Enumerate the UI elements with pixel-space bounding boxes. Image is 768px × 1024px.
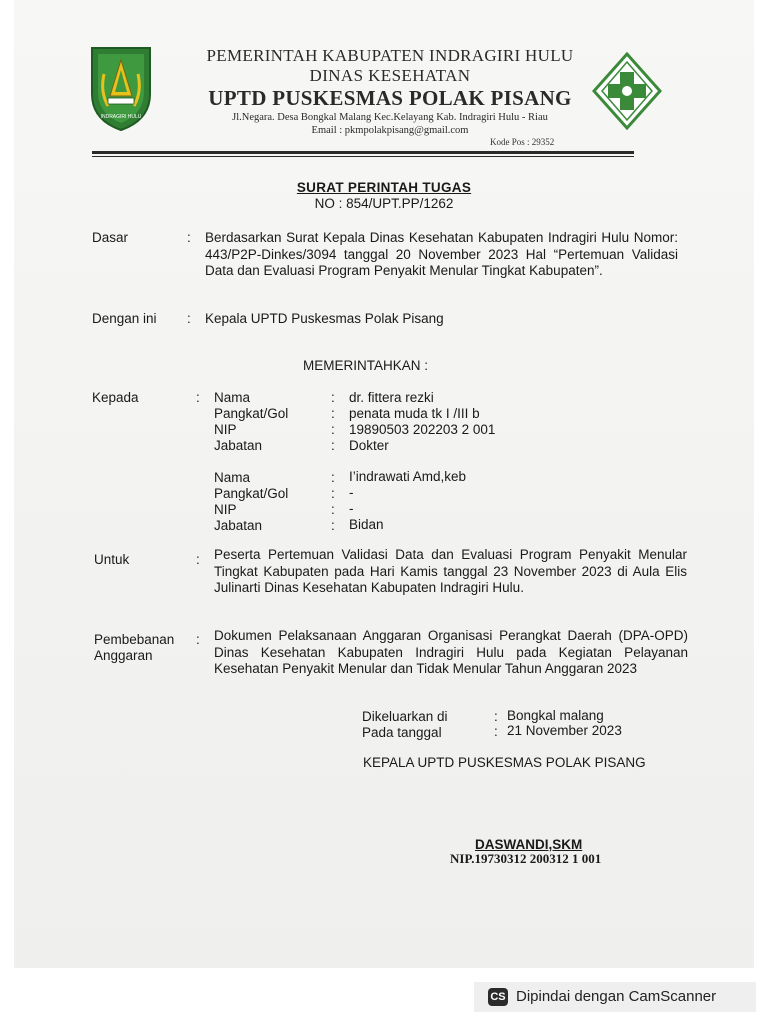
pembebanan-colon: :	[196, 632, 200, 647]
person2-position-value: Bidan	[349, 517, 384, 532]
person2-name-colon: :	[331, 470, 335, 485]
regency-emblem-logo	[86, 44, 156, 132]
camscanner-icon: CS	[488, 988, 508, 1006]
signatory-nip: NIP.19730312 200312 1 001	[450, 851, 602, 866]
person1-rank-value: penata muda tk I /III b	[349, 406, 480, 421]
dasar-colon: :	[187, 230, 191, 245]
person2-rank-colon: :	[331, 486, 335, 501]
person1-nip-value: 19890503 202203 2 001	[349, 422, 496, 437]
untuk-label: Untuk	[94, 552, 130, 567]
signatory-name: DASWANDI,SKM	[475, 837, 583, 852]
person1-rank-label: Pangkat/Gol	[214, 406, 289, 421]
person2-nip-label: NIP	[214, 502, 237, 517]
person1-name-label: Nama	[214, 390, 251, 405]
issued-date-colon: :	[494, 724, 498, 739]
dasar-label: Dasar	[92, 230, 129, 245]
person2-nip-value: -	[349, 501, 354, 516]
person2-name-value: I’indrawati Amd,keb	[349, 469, 467, 484]
camscanner-label: Dipindai dengan CamScanner	[516, 988, 717, 1005]
dengan-ini-text: Kepala UPTD Puskesmas Polak Pisang	[205, 311, 444, 326]
letterhead-divider-thick	[92, 151, 634, 154]
kepada-label: Kepada	[92, 390, 139, 405]
person1-name-colon: :	[331, 390, 335, 405]
issued-place-label: Dikeluarkan di	[362, 709, 448, 724]
person2-nip-colon: :	[331, 502, 335, 517]
person2-position-colon: :	[331, 518, 335, 533]
issued-place-colon: :	[494, 709, 498, 724]
person1-name-value: dr. fittera rezki	[349, 390, 434, 405]
letterhead-institution: UPTD PUSKESMAS POLAK PISANG	[208, 86, 572, 110]
issued-date-value: 21 November 2023	[507, 723, 622, 738]
person2-rank-label: Pangkat/Gol	[214, 486, 289, 501]
untuk-text: Peserta Pertemuan Validasi Data dan Evaluasi Program Penyakit Menular Tingkat Kabupaten pada Hari Kamis tanggal 23 November 2023 di Aula Elis Julinarti Dinas Kesehatan Kabupaten Indragiri Hulu.	[214, 547, 687, 595]
person1-position-label: Jabatan	[214, 438, 263, 453]
dasar-text: Berdasarkan Surat Kepala Dinas Kesehatan Kabupaten Indragiri Hulu Nomor: 443/P2P-Dinkes/3094 tanggal 20 November 2023 Hal “Pertemuan Validasi Data dan Evaluasi Program Penyakit Menular Tingkat Kabupaten”.	[205, 230, 678, 278]
person2-name-label: Nama	[214, 470, 251, 485]
person2-rank-value: -	[349, 485, 354, 500]
person1-rank-colon: :	[331, 406, 335, 421]
pembebanan-label-line2: Anggaran	[94, 648, 153, 663]
pembebanan-label-line1: Pembebanan	[94, 632, 175, 647]
person1-nip-colon: :	[331, 422, 335, 437]
dengan-ini-label: Dengan ini	[92, 311, 157, 326]
letterhead-divider-thin	[92, 156, 634, 157]
document-title: SURAT PERINTAH TUGAS	[296, 180, 472, 195]
letterhead	[150, 46, 630, 137]
letterhead-email: Email : pkmpolakpisang@gmail.com	[311, 125, 469, 136]
dengan-ini-colon: :	[187, 311, 191, 326]
letterhead-agency: DINAS KESEHATAN	[309, 66, 471, 85]
person2-position-label: Jabatan	[214, 518, 263, 533]
letterhead-postcode: Kode Pos : 29352	[490, 137, 555, 147]
untuk-colon: :	[196, 552, 200, 567]
issued-place-value: Bongkal malang	[507, 708, 604, 723]
document-number: NO : 854/UPT.PP/1262	[314, 196, 454, 211]
letterhead-address: Jl.Negara. Desa Bongkal Malang Kec.Kelayang Kab. Indragiri Hulu - Riau	[232, 112, 548, 123]
logo-left-text: INDRAGIRI HULU	[100, 114, 142, 120]
person1-nip-label: NIP	[214, 422, 237, 437]
person1-position-value: Dokter	[349, 438, 389, 453]
memerintahkan-heading: MEMERINTAHKAN :	[303, 358, 429, 373]
pembebanan-text: Dokumen Pelaksanaan Anggaran Organisasi Perangkat Daerah (DPA-OPD) Dinas Kesehatan Kabupaten Indragiri Hulu pada Kegiatan Pelayanan Kesehatan Penyakit Menular dan Tidak Menular Tahun Anggaran 2023	[214, 628, 688, 676]
signatory-position: KEPALA UPTD PUSKESMAS POLAK PISANG	[363, 755, 646, 770]
person1-position-colon: :	[331, 438, 335, 453]
kepada-colon: :	[196, 390, 200, 405]
letterhead-government: PEMERINTAH KABUPATEN INDRAGIRI HULU	[206, 46, 574, 65]
issued-date-label: Pada tanggal	[362, 725, 442, 740]
